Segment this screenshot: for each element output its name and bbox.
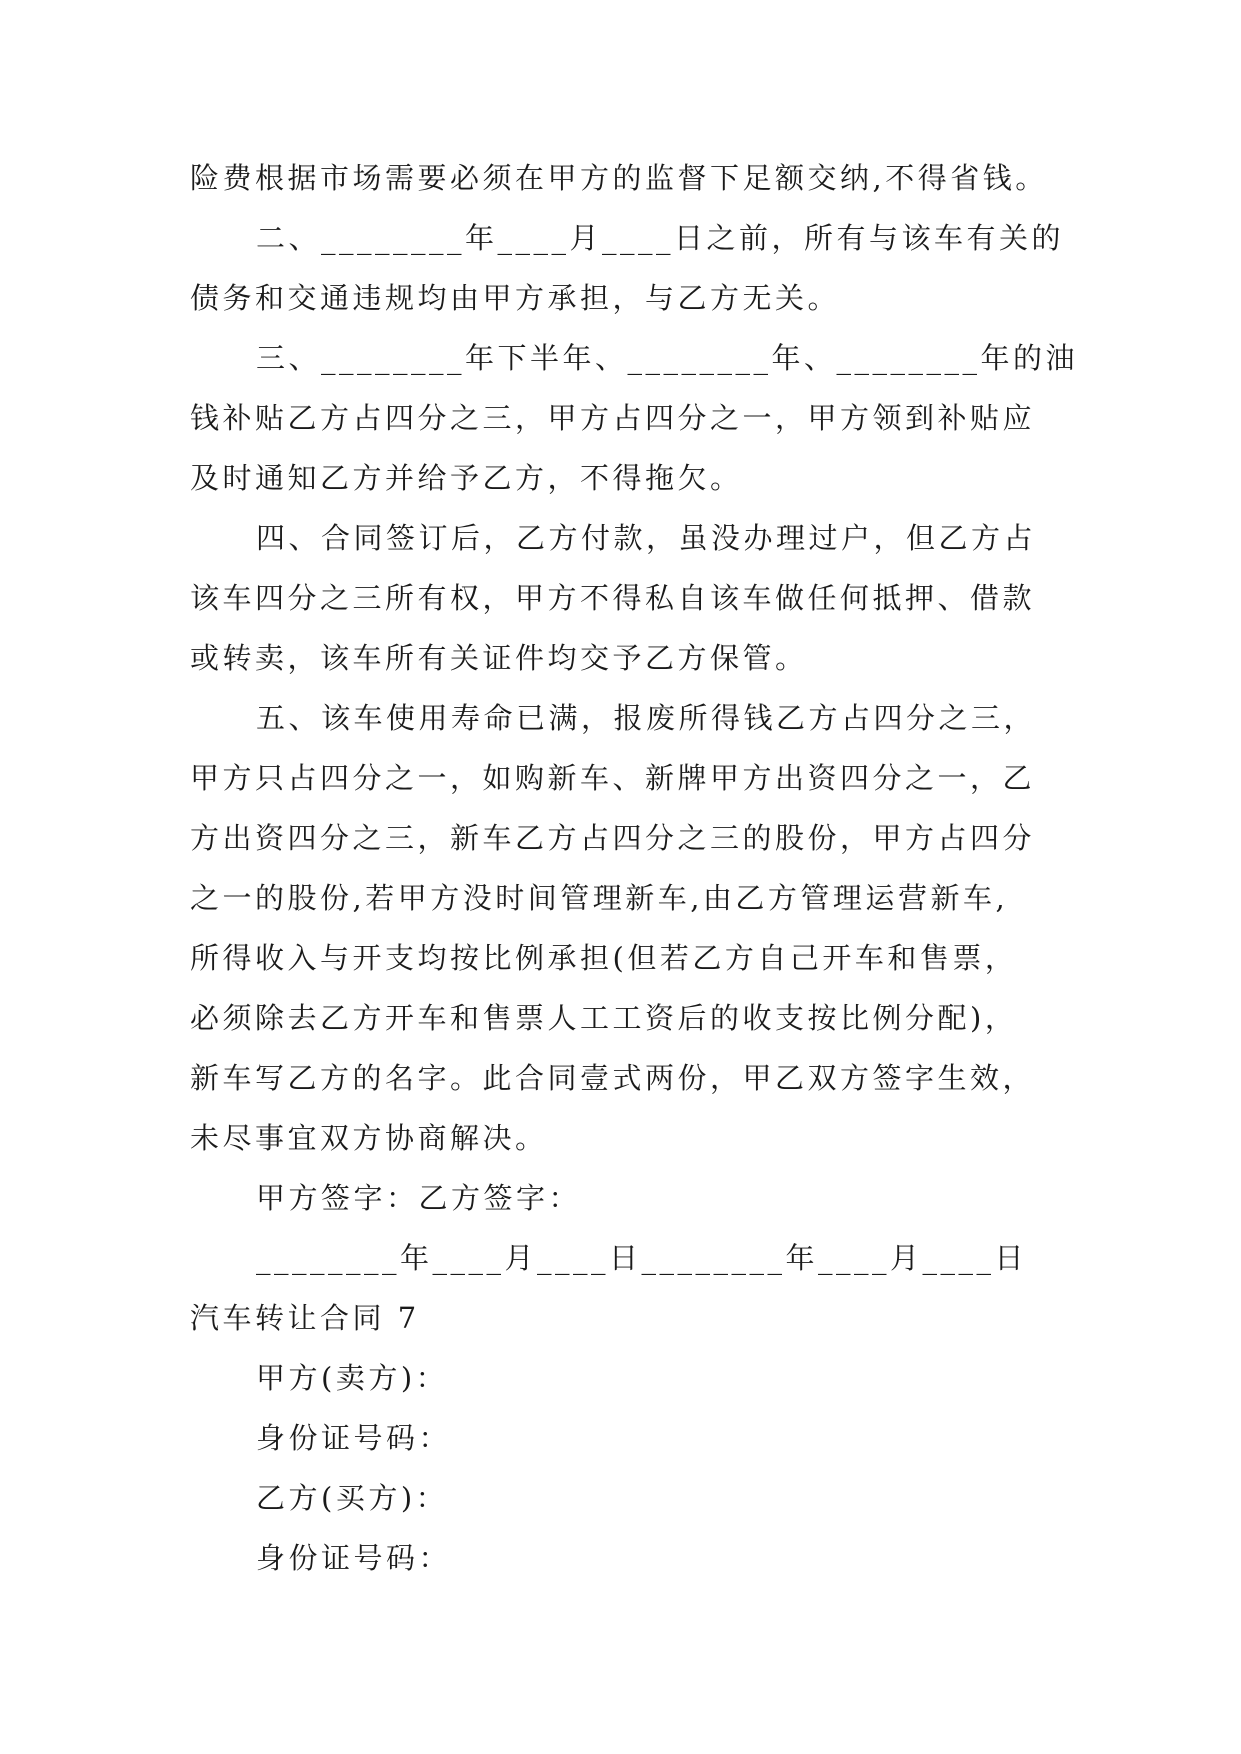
text-line: 或转卖，该车所有关证件均交予乙方保管。	[190, 641, 808, 675]
text-line: 钱补贴乙方占四分之三，甲方占四分之一，甲方领到补贴应	[190, 401, 1036, 435]
text-line: 三、________年下半年、________年、________年的油	[256, 341, 1079, 375]
section-title: 汽车转让合同 7	[190, 1301, 420, 1335]
date-line: ________年____月____日________年____月____日	[256, 1241, 1028, 1275]
text-line: 未尽事宜双方协商解决。	[190, 1121, 548, 1155]
party-a-label: 甲方(卖方)：	[256, 1361, 449, 1395]
text-line: 必须除去乙方开车和售票人工工资后的收支按比例分配)，	[190, 1001, 1018, 1035]
text-line: 五、该车使用寿命已满，报废所得钱乙方占四分之三，	[256, 701, 1037, 735]
party-b-id-label: 身份证号码：	[256, 1541, 452, 1575]
text-line: 甲方只占四分之一，如购新车、新牌甲方出资四分之一，乙	[190, 761, 1036, 795]
text-line: 险费根据市场需要必须在甲方的监督下足额交纳,不得省钱。	[190, 161, 1048, 195]
text-line: 及时通知乙方并给予乙方，不得拖欠。	[190, 461, 743, 495]
text-line: 债务和交通违规均由甲方承担，与乙方无关。	[190, 281, 841, 315]
party-b-label: 乙方(买方)：	[256, 1481, 449, 1515]
text-line: 新车写乙方的名字。此合同壹式两份，甲乙双方签字生效，	[190, 1061, 1036, 1095]
text-line: 方出资四分之三，新车乙方占四分之三的股份，甲方占四分	[190, 821, 1036, 855]
text-line: 所得收入与开支均按比例承担(但若乙方自己开车和售票，	[190, 941, 1018, 975]
text-line: 四、合同签订后，乙方付款，虽没办理过户，但乙方占	[256, 521, 1037, 555]
text-line: 二、________年____月____日之前，所有与该车有关的	[256, 221, 1065, 255]
text-line: 该车四分之三所有权，甲方不得私自该车做任何抵押、借款	[190, 581, 1036, 615]
party-a-id-label: 身份证号码：	[256, 1421, 452, 1455]
text-line: 之一的股份,若甲方没时间管理新车,由乙方管理运营新车,	[190, 881, 1009, 915]
signature-line: 甲方签字：乙方签字：	[256, 1181, 582, 1215]
